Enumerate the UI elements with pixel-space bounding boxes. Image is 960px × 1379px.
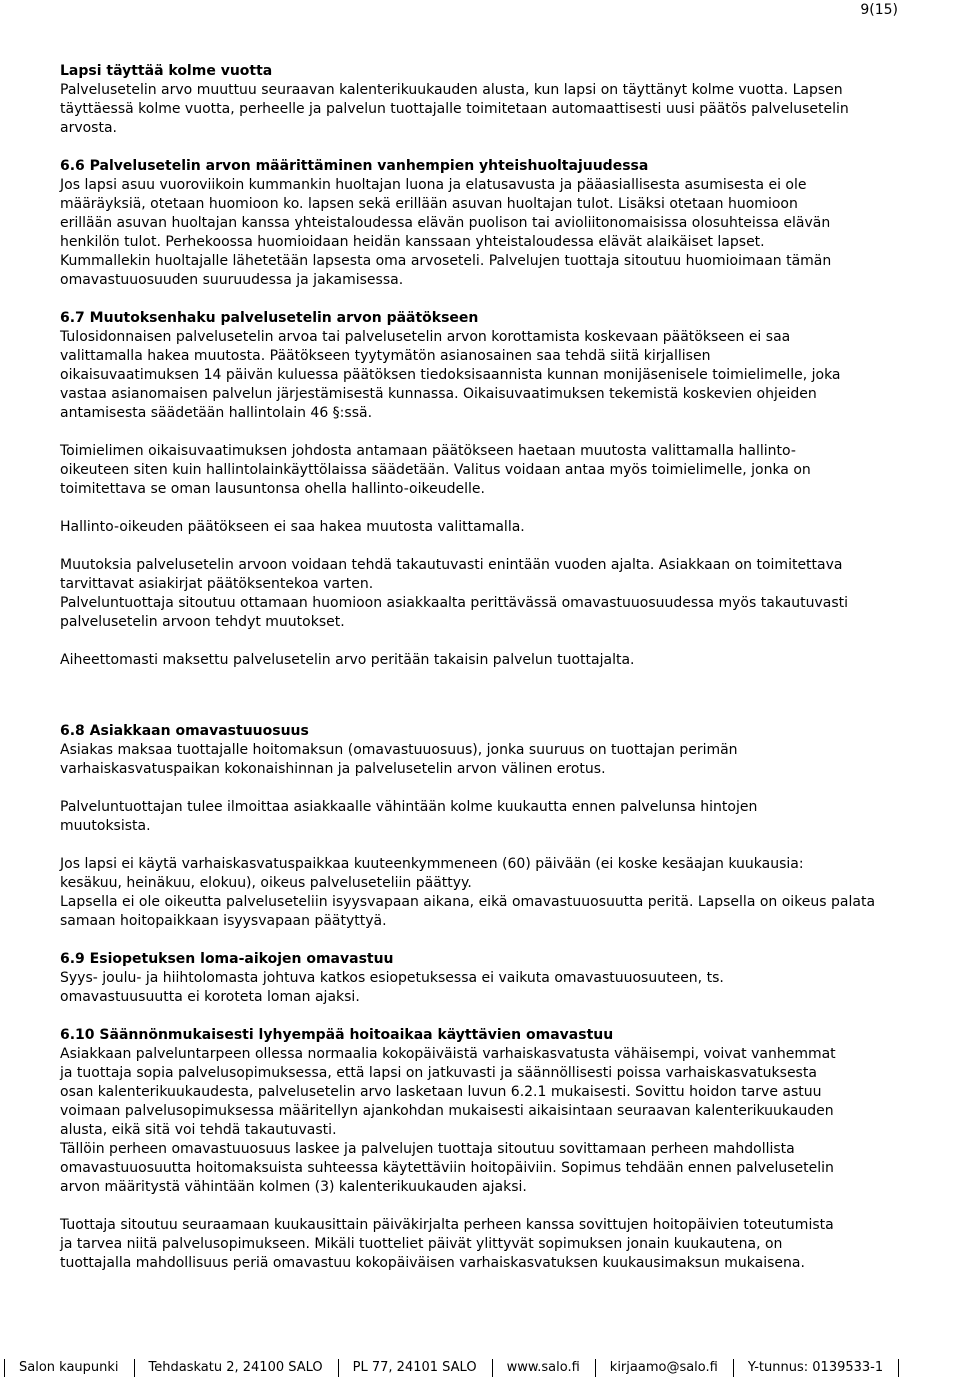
text-line: omavastuuosuutta hoitomaksuista suhteessa käytettäviin hoitopäiviin. Sopimus tehdään ennen palvelusetelin <box>60 1160 834 1176</box>
text-line: alusta, eikä sitä voi tehdä takautuvasti. <box>60 1122 337 1138</box>
text-line: Jos lapsi asuu vuoroviikoin kummankin huoltajan luona ja elatusavusta ja pääasiallisesta asumisesta ei ole <box>60 177 807 193</box>
text-line: täyttäessä kolme vuotta, perheelle ja palvelun tuottajalle toimitetaan automaattisesti uusi päätös palvelusetelin <box>60 101 849 117</box>
text-line: Tällöin perheen omavastuuosuus laskee ja palvelujen tuottaja sitoutuu sovittamaan perheen mahdollista <box>60 1141 795 1157</box>
text-line: oikaisuvaatimuksen 14 päivän kuluessa päätöksen tiedoksisaannista kunnan monijäsenisele toimielimelle, joka <box>60 367 841 383</box>
section-6-6 <box>60 157 952 290</box>
text-line: Palvelusetelin arvo muuttuu seuraavan kalenterikuukauden alusta, kun lapsi on täyttänyt kolme vuotta. Lapsen <box>60 82 843 98</box>
text-line: oikeuteen siten kuin hallintolainkäyttölaissa säädetään. Valitus voidaan antaa myös toimielimelle, jonka on <box>60 462 811 478</box>
footer-divider <box>898 1359 899 1377</box>
text-line: Jos lapsi ei käytä varhaiskasvatuspaikkaa kuuteenkymmeneen (60) päivään (ei koske kesäajan kuukausia: <box>60 856 804 872</box>
text-line: muutoksista. <box>60 818 151 834</box>
section-heading: 6.6 Palvelusetelin arvon määrittäminen vanhempien yhteishuoltajuudessa <box>60 158 649 174</box>
footer-business-id: Y-tunnus: 0139533-1 <box>733 1359 898 1377</box>
text-line: palvelusetelin arvoon tehdyt muutokset. <box>60 614 345 630</box>
section-6-9 <box>60 950 952 1007</box>
text-line: osan kalenterikuukaudesta, palvelusetelin arvo lasketaan luvun 6.2.1 mukaisesti. Sovittu hoidon tarve astuu <box>60 1084 822 1100</box>
text-line: ja tuottaja sopia palvelusopimuksessa, että lapsi on jatkuvasti ja säännöllisesti poissa varhaiskasvatuksesta <box>60 1065 817 1081</box>
text-line: Syys- joulu- ja hiihtolomasta johtuva katkos esiopetuksessa ei vaikuta omavastuuosuuteen, ts. <box>60 970 724 986</box>
section-heading: 6.9 Esiopetuksen loma-aikojen omavastuu <box>60 951 394 967</box>
text-line: Aiheettomasti maksettu palvelusetelin arvo peritään takaisin palvelun tuottajalta. <box>60 652 635 668</box>
text-line: Asiakas maksaa tuottajalle hoitomaksun (omavastuuosuus), jonka suuruus on tuottajan perimän <box>60 742 738 758</box>
text-line: vastaa asianomaisen palvelun järjestämisestä kunnassa. Oikaisuvaatimuksen tekemistä koskevien ohjeiden <box>60 386 817 402</box>
text-line: Toimielimen oikaisuvaatimuksen johdosta antamaan päätökseen haetaan muutosta valittamalla hallinto- <box>60 443 796 459</box>
footer-email: kirjaamo@salo.fi <box>595 1359 733 1377</box>
text-line: erillään asuvan huoltajan kanssa yhteistaloudessa elävän puolison tai avioliitonomaisissa olosuhteissa elävän <box>60 215 831 231</box>
section-heading: 6.8 Asiakkaan omavastuuosuus <box>60 723 309 739</box>
text-line: Hallinto-oikeuden päätökseen ei saa hakea muutosta valittamalla. <box>60 519 525 535</box>
text-line: antamisesta säädetään hallintolain 46 §:ssä. <box>60 405 373 421</box>
document-body <box>60 62 952 1273</box>
text-line: henkilön tulot. Perhekoossa huomioidaan heidän kanssaan yhteistaloudessa elävät alaikäiset lapset. <box>60 234 765 250</box>
section-heading: Lapsi täyttää kolme vuotta <box>60 63 273 79</box>
text-line: omavastuusuutta ei koroteta loman ajaksi. <box>60 989 360 1005</box>
text-line: Tulosidonnaisen palvelusetelin arvoa tai palvelusetelin arvon korottamista koskevaan päätökseen ei saa <box>60 329 791 345</box>
section-6-7 <box>60 309 952 670</box>
text-line: Kummallekin huoltajalle lähetetään lapsesta oma arvoseteli. Palvelujen tuottaja sitoutuu huomioimaan tämän <box>60 253 832 269</box>
footer-postal-address: PL 77, 24101 SALO <box>338 1359 492 1377</box>
text-line: varhaiskasvatuspaikan kokonaishinnan ja palvelusetelin arvon välinen erotus. <box>60 761 606 777</box>
footer-organization: Salon kaupunki <box>4 1359 134 1377</box>
text-line: omavastuuosuuden suuruudessa ja jakamisessa. <box>60 272 404 288</box>
text-line: valittamalla hakea muutosta. Päätökseen tyytymätön asianosainen saa tehdä siitä kirjallisen <box>60 348 711 364</box>
text-line: arvosta. <box>60 120 117 136</box>
text-line: määräyksiä, otetaan huomioon ko. lapsen sekä erillään asuvan huoltajan tulot. Lisäksi otetaan huomioon <box>60 196 798 212</box>
section-heading: 6.7 Muutoksenhaku palvelusetelin arvon päätökseen <box>60 310 479 326</box>
footer-street-address: Tehdaskatu 2, 24100 SALO <box>134 1359 338 1377</box>
section-3-years <box>60 62 952 138</box>
text-line: tuottajalla mahdollisuus periä omavastuu kokopäiväisen varhaiskasvatuksen kuukausimaksun mukaisena. <box>60 1255 805 1271</box>
page-footer <box>0 1359 960 1377</box>
text-line: Muutoksia palvelusetelin arvoon voidaan tehdä takautuvasti enintään vuoden ajalta. Asiakkaan on toimitettava <box>60 557 843 573</box>
section-heading: 6.10 Säännönmukaisesti lyhyempää hoitoaikaa käyttävien omavastuu <box>60 1027 614 1043</box>
text-line: Tuottaja sitoutuu seuraamaan kuukausittain päiväkirjalta perheen kanssa sovittujen hoitopäivien toteutumista <box>60 1217 834 1233</box>
page-number: 9(15) <box>860 2 898 18</box>
footer-website: www.salo.fi <box>492 1359 595 1377</box>
text-line: voimaan palvelusopimuksessa määritellyn ajankohdan mukaisesti aikaisintaan seuraavan kalenterikuukauden <box>60 1103 834 1119</box>
text-line: tarvittavat asiakirjat päätöksentekoa varten. <box>60 576 374 592</box>
text-line: toimitettava se oman lausuntonsa ohella hallinto-oikeudelle. <box>60 481 485 497</box>
text-line: arvon määritystä vähintään kolmen (3) kalenterikuukauden ajaksi. <box>60 1179 527 1195</box>
text-line: Lapsella ei ole oikeutta palveluseteliin isyysvapaan aikana, eikä omavastuuosuutta peritä. Lapsella on oikeus palata <box>60 894 876 910</box>
text-line: kesäkuu, heinäkuu, elokuu), oikeus palveluseteliin päättyy. <box>60 875 472 891</box>
text-line: samaan hoitopaikkaan isyysvapaan päätyttyä. <box>60 913 387 929</box>
text-line: Palveluntuottaja sitoutuu ottamaan huomioon asiakkaalta perittävässä omavastuuosuudessa myös takautuvasti <box>60 595 849 611</box>
section-6-10 <box>60 1026 952 1273</box>
text-line: Palveluntuottajan tulee ilmoittaa asiakkaalle vähintään kolme kuukautta ennen palvelunsa hintojen <box>60 799 758 815</box>
text-line: Asiakkaan palveluntarpeen ollessa normaalia kokopäiväistä varhaiskasvatusta vähäisempi, voivat vanhemmat <box>60 1046 836 1062</box>
text-line: ja tarvea niitä palvelusopimukseen. Mikäli tuotteliet päivät ylittyvät sopimuksen jonain kuukautena, on <box>60 1236 783 1252</box>
section-6-8 <box>60 722 952 931</box>
